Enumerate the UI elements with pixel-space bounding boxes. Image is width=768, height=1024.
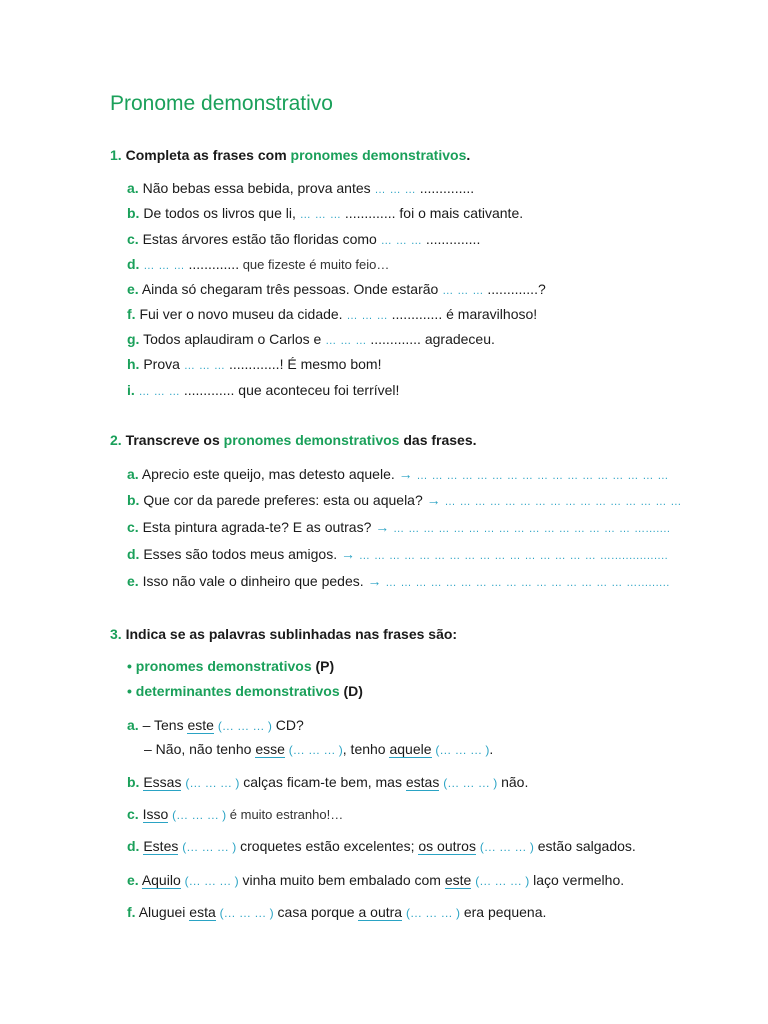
item-letter: d.	[127, 546, 140, 562]
sentence-start: De todos os livros que li,	[143, 205, 300, 221]
sentence-end: que aconteceu foi terrível!	[234, 382, 400, 398]
underlined-word: esta	[189, 904, 216, 920]
underlined-word: aquele	[389, 741, 432, 757]
exercise-1-item	[127, 205, 523, 221]
sentence-start: Fui ver o novo museu da cidade.	[139, 306, 347, 322]
answer-blank[interactable]: (… … … )	[475, 874, 530, 888]
answer-blank[interactable]: (… … … )	[288, 743, 343, 757]
item-letter: i.	[127, 382, 135, 398]
exercise-3b: b. Essas (… … … ) calças ficam-te bem, mas estas (… … … ) não.	[127, 774, 529, 790]
exercise-3a-line1: a. – Tens este (… … … ) CD?	[127, 717, 304, 733]
item-letter: d.	[127, 256, 140, 272]
arrow-right-icon: →	[367, 573, 382, 589]
answer-blank[interactable]: … … … .............	[374, 180, 471, 196]
underlined-word: esse	[255, 741, 285, 757]
item-letter: b.	[127, 492, 140, 508]
answer-blank[interactable]: … … … … … … … … … … … … … … … … ….......	[393, 523, 671, 535]
sentence: Esta pintura agrada-te? E as outras?	[142, 519, 372, 535]
item-letter: e.	[127, 573, 139, 589]
exercise-2-item	[127, 546, 668, 562]
sentence-end: é maravilhoso!	[442, 306, 538, 322]
exercise-2-heading: 2. Transcreve os pronomes demonstrativos das frases.	[110, 432, 477, 448]
exercise-3-heading: 3. Indica se as palavras sublinhadas nas frases são:	[110, 626, 458, 642]
exercise-3d: d. Estes (… … … ) croquetes estão excelentes; os outros (… … … ) estão salgados.	[127, 838, 636, 854]
underlined-word: este	[444, 872, 472, 888]
item-letter: e.	[127, 281, 139, 297]
answer-blank[interactable]: (… … … )	[184, 874, 239, 888]
exercise-1-item	[127, 356, 381, 372]
exercise-1-item	[127, 180, 474, 196]
underlined-word: os outros	[418, 838, 476, 854]
exercise-3e: e. Aquilo (… … … ) vinha muito bem embalado com este (… … … ) laço vermelho.	[127, 872, 625, 888]
exercise-3c: c. Isso (… … … ) é muito estranho!…	[127, 806, 344, 822]
underlined-word: Isso	[142, 806, 169, 822]
arrow-right-icon: →	[426, 492, 441, 508]
exercise-3f: f. Aluguei esta (… … … ) casa porque a outra (… … … ) era pequena.	[127, 904, 547, 920]
answer-blank[interactable]: (… … … )	[435, 743, 490, 757]
item-letter: c.	[127, 519, 139, 535]
underlined-word: Essas	[143, 774, 182, 790]
answer-blank[interactable]: … … … .............	[380, 231, 477, 247]
exercise-2-item	[127, 573, 670, 589]
exercise-1-item	[127, 306, 537, 322]
answer-blank[interactable]: (… … … )	[219, 906, 274, 920]
sentence-end: ! É mesmo bom!	[279, 356, 382, 372]
sentence-start: Não bebas essa bebida, prova antes	[142, 180, 375, 196]
exercise-1-item	[127, 331, 495, 347]
sentence: Esses são todos meus amigos.	[143, 546, 338, 562]
underlined-word: estas	[405, 774, 440, 790]
legend-pronouns: • pronomes demonstrativos (P)	[127, 658, 335, 674]
underlined-word: Estes	[143, 838, 179, 854]
underlined-word: este	[187, 717, 214, 733]
sentence-start: Ainda só chegaram três pessoas. Onde estarão	[141, 281, 443, 297]
answer-blank[interactable]: … … … .............	[442, 281, 538, 297]
item-letter: h.	[127, 356, 140, 372]
sentence-end: .	[476, 231, 481, 247]
answer-blank[interactable]: (… … … )	[443, 776, 498, 790]
item-letter: c.	[127, 231, 139, 247]
underlined-word: a outra	[358, 904, 403, 920]
sentence: Isso não vale o dinheiro que pedes.	[142, 573, 364, 589]
answer-blank[interactable]: … … … .............	[183, 356, 280, 372]
answer-blank[interactable]: … … … .............	[138, 382, 235, 398]
answer-blank[interactable]: (… … … )	[172, 808, 227, 822]
item-letter: a.	[127, 466, 139, 482]
answer-blank[interactable]: (… … … )	[405, 906, 460, 920]
exercise-2-item	[127, 492, 682, 508]
item-letter: a.	[127, 180, 139, 196]
item-letter: b.	[127, 205, 140, 221]
answer-blank[interactable]: (… … … )	[185, 776, 240, 790]
underlined-word: Aquilo	[141, 872, 181, 888]
answer-blank[interactable]: … … … .............	[325, 331, 421, 347]
exercise-1-item	[127, 256, 389, 272]
sentence-start: Prova	[143, 356, 184, 372]
exercise-1-item	[127, 382, 399, 398]
exercise-1-item	[127, 281, 546, 297]
sentence-start: Todos aplaudiram o Carlos e	[143, 331, 326, 347]
sentence-end: .	[470, 180, 475, 196]
arrow-right-icon: →	[375, 519, 390, 535]
answer-blank[interactable]: … … … .............	[143, 256, 240, 272]
exercise-2-item	[127, 466, 669, 482]
answer-blank[interactable]: … … … … … … … … … … … … … … … … …................	[358, 550, 669, 562]
sentence-end: foi o mais cativante.	[395, 205, 524, 221]
sentence-end: que fizeste é muito feio…	[239, 257, 390, 272]
answer-blank[interactable]: … … … … … … … … … … … … … … … …	[444, 496, 682, 508]
answer-blank[interactable]: (… … … )	[217, 719, 272, 733]
arrow-right-icon: →	[341, 546, 355, 562]
page-title: Pronome demonstrativo	[110, 92, 333, 115]
exercise-3a-line2: – Não, não tenho esse (… … … ), tenho aquele (… … … ).	[144, 741, 494, 757]
sentence-end: ?	[537, 281, 546, 297]
sentence: Que cor da parede preferes: esta ou aquela?	[143, 492, 423, 508]
answer-blank[interactable]: … … … … … … … … … … … … … … … … …	[416, 470, 669, 482]
sentence: Aprecio este queijo, mas detesto aquele.	[141, 466, 395, 482]
sentence-end: agradeceu.	[420, 331, 495, 347]
answer-blank[interactable]: … … … … … … … … … … … … … … … … ….........	[385, 577, 670, 589]
sentence-start: Estas árvores estão tão floridas como	[142, 231, 381, 247]
answer-blank[interactable]: (… … … )	[479, 840, 534, 854]
answer-blank[interactable]: … … … .............	[299, 205, 396, 221]
item-letter: g.	[127, 331, 140, 347]
answer-blank[interactable]: (… … … )	[182, 840, 237, 854]
arrow-right-icon: →	[398, 466, 413, 482]
exercise-2-item	[127, 519, 670, 535]
exercise-1-heading: 1. Completa as frases com pronomes demonstrativos.	[110, 147, 471, 163]
legend-determiners: • determinantes demonstrativos (D)	[127, 683, 363, 699]
exercise-1-item	[127, 231, 480, 247]
answer-blank[interactable]: … … … .............	[346, 306, 443, 322]
item-letter: f.	[127, 306, 136, 322]
